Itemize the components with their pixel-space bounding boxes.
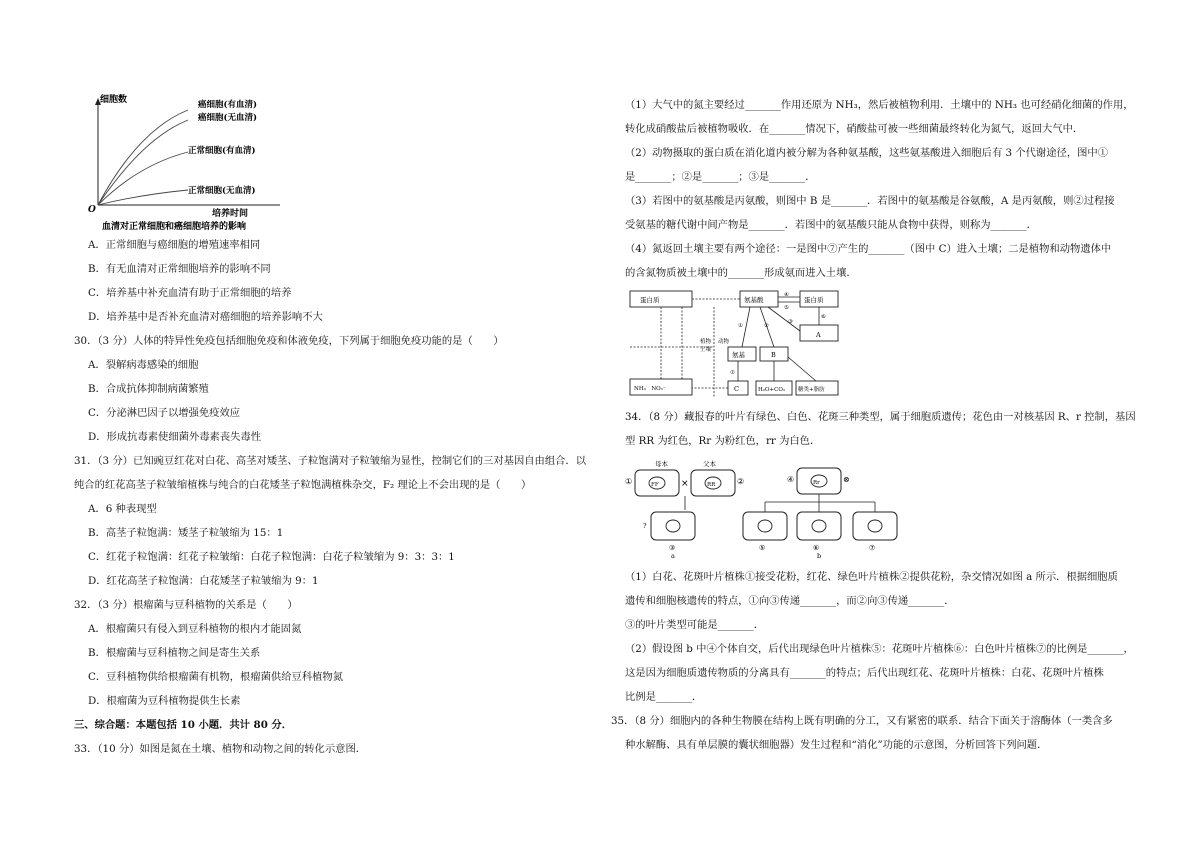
mark-1: ① (738, 323, 743, 329)
q31-stem-1: 31．（3 分）已知豌豆红花对白花、高茎对矮茎、子粒饱满对子粒皱缩为显性，控制它们的三对基因自由组合．以 (74, 455, 587, 467)
curve-label-1: 癌细胞(有血清) (198, 100, 258, 110)
q33-line-4: 是_______；②是_______；③是_______． (625, 171, 816, 183)
q33-line-2: 转化成硝酸盐后被植物吸收．在_______情况下，硝酸盐可被一些细菌最终转化为氮气，返回大气中． (625, 123, 1084, 135)
q33-line-1: （1）大气中的氮主要经过_______作用还原为 NH₃，然后被植物利用．土壤中的 NH₃ 也可经硝化细菌的作用， (625, 99, 1134, 111)
q31-option-c: C．红花子粒饱满：红花子粒皱缩：白花子粒饱满：白花子粒皱缩为 9：3：3：1 (88, 551, 455, 563)
circle-6: ⑥ (813, 544, 820, 552)
q31-option-d: D．红花高茎子粒饱满：白花矮茎子粒皱缩为 9：1 (88, 575, 319, 587)
mark-7: ⑦ (730, 370, 735, 376)
genetics-cross-diagram (625, 458, 915, 558)
label-q: ? (643, 522, 647, 530)
label-a: A (816, 331, 821, 339)
q30-option-d: D．形成抗毒素使细菌外毒素丧失毒性 (88, 431, 262, 443)
label-rr: RR (707, 482, 716, 488)
q33-line-7: （4）氮返回土壤主要有两个途径：一是图中⑦产生的_______（图中 C）进入土壤；二是植物和动物遗体中 (625, 243, 1112, 255)
q34-sub-line-6: 比例是_______． (625, 691, 703, 703)
label-water: H₂O+CO₂ (758, 387, 786, 393)
label-soil: 土壤 (700, 347, 712, 353)
q32-option-c: C．豆科植物供给根瘤菌有机物，根瘤菌供给豆科植物氮 (88, 671, 344, 683)
q32-option-a: A．根瘤菌只有侵入到豆科植物的根内才能固氮 (88, 623, 302, 635)
q30-option-a: A．裂解病毒感染的细胞 (88, 359, 199, 371)
self-sign: ⊗ (843, 475, 850, 484)
q33-line-6: 受氨基的糖代谢中间产物是_______．若图中的氨基酸只能从食物中获得，则称为_______． (625, 219, 1037, 231)
x-axis-label: 培养时间 (212, 209, 249, 219)
circle-7: ⑦ (869, 544, 876, 552)
serum-growth-chart (88, 90, 288, 230)
curve-label-2: 癌细胞(无血清) (198, 113, 258, 123)
q34-sub-line-1: （1）白花、花斑叶片植株①接受花粉，红花、绿色叶片植株②提供花粉，杂交情况如图 a 所示．根据细胞质 (625, 571, 1118, 583)
q29-option-c: C．培养基中补充血清有助于正常细胞的培养 (88, 287, 292, 299)
q34-sub-line-2: 遗传和细胞核遗传的特点，①向③传递_______，而②向③传递_______． (625, 595, 955, 607)
label-ammonia: 氨基 (732, 351, 745, 359)
curve-label-4: 正常细胞(无血清) (188, 186, 256, 196)
nucleus-offspring-a (666, 520, 680, 532)
label-protein-right: 蛋白质 (804, 296, 824, 304)
q34-sub-line-3: ③的叶片类型可能是_______． (625, 619, 765, 631)
label-amino: 氨基酸 (744, 296, 764, 304)
q30-option-b: B．合成抗体抑制病菌繁殖 (88, 383, 209, 395)
q29-option-b: B．有无血清对正常细胞培养的影响不同 (88, 263, 271, 275)
label-protein-left: 蛋白质 (640, 296, 660, 304)
label-a: a (671, 552, 675, 558)
curve-label-3: 正常细胞(有血清) (188, 146, 256, 156)
label-nh: NH₃ NO₃⁻ (634, 386, 666, 392)
q33-line-8: 的含氮物质被土壤中的_______形成氨而进入土壤． (625, 267, 857, 279)
q29-option-a: A．正常细胞与癌细胞的增殖速率相同 (88, 239, 261, 251)
q32-stem: 32．（3 分）根瘤菌与豆科植物的关系是（ ） (74, 599, 298, 611)
curve-cancer-serum (98, 110, 188, 205)
nitrogen-cycle-diagram (628, 287, 843, 402)
q35-line-2: 种水解酶、具有单层膜的囊状细胞器）发生过程和“消化”功能的示意图，分析回答下列问题． (625, 739, 1048, 751)
circle-3: ③ (669, 544, 676, 552)
q33-stem: 33．（10 分）如图是氮在土壤、植物和动物之间的转化示意图． (74, 743, 367, 755)
label-animal: 动物 (718, 339, 730, 345)
label-b: B (771, 351, 776, 359)
q29-option-d: D．培养基中是否补充血清对癌细胞的培养影响不大 (88, 311, 323, 323)
nucleus-b-6 (812, 520, 826, 532)
mark-4: ④ (784, 292, 789, 298)
q32-option-b: B．根瘤菌与豆科植物之间是寄生关系 (88, 647, 261, 659)
mark-6: ⑥ (821, 314, 826, 320)
circle-4: ④ (787, 475, 795, 484)
arrow-amino-ammonia (742, 307, 750, 347)
label-storage: 糖类+脂肪 (798, 387, 825, 393)
q30-stem: 30．（3 分）人体的特异性免疫包括细胞免疫和体液免疫，下列属于细胞免疫功能的是（ ） (74, 335, 504, 347)
q30-option-c: C．分泌淋巴因子以增强免疫效应 (88, 407, 241, 419)
q35-line-1: 35．（8 分）细胞内的各种生物膜在结构上既有明确的分工，又有紧密的联系．结合下面关于溶酶体（一类含多 (611, 715, 1113, 727)
q31-option-a: A．6 种表现型 (88, 503, 157, 515)
label-mother: 母本 (655, 460, 668, 468)
label-rr2: Rr (813, 480, 820, 486)
q31-stem-2: 纯合的红花高茎子粒皱缩植株与纯合的白花矮茎子粒饱满植株杂交，F₂ 理论上不会出现的是（ ） (74, 479, 532, 491)
cross-sign: × (681, 479, 689, 489)
label-c: C (734, 385, 739, 393)
label-ff: FF (651, 482, 659, 488)
q33-line-3: （2）动物摄取的蛋白质在消化道内被分解为各种氨基酸，这些氨基酸进入细胞后有 3 个代谢途径，图中① (625, 147, 1109, 159)
q33-line-5: （3）若图中的氨基酸是丙氨酸，则图中 B 是_______．若图中的氨基酸是谷氨酸，A 是丙氨酸，则②过程接 (625, 195, 1115, 207)
label-plant: 植物 (700, 339, 712, 345)
nucleus-b-7 (868, 520, 882, 532)
circle-1: ① (625, 477, 633, 486)
chart-caption: 血清对正常细胞和癌细胞培养的影响 (102, 222, 247, 230)
mark-5: ⑤ (784, 305, 789, 311)
q34-sub-line-5: 这是因为细胞质遗传物质的分离具有_______的特点；后代出现红花、花斑叶片植株：白花、花斑叶片植株 (625, 667, 1104, 679)
arrow-b-storage (788, 357, 816, 381)
curve-normal-serum (98, 152, 188, 205)
q34-line-2: 型 RR 为红色，Rr 为粉红色，rr 为白色． (625, 435, 821, 447)
section-3-heading: 三、综合题：本题包括 10 小题．共计 80 分． (74, 719, 293, 731)
nucleus-b-5 (758, 520, 772, 532)
q34-line-1: 34．（8 分）藏报春的叶片有绿色、白色、花斑三种类型，属于细胞质遗传；花色由一对核基因 R、r 控制，基因 (625, 411, 1136, 423)
label-b: b (817, 552, 822, 558)
circle-5: ⑤ (759, 544, 766, 552)
y-axis-label: 细胞数 (100, 95, 128, 105)
q32-option-d: D．根瘤菌为豆科植物提供生长素 (88, 695, 241, 707)
mark-3: ③ (788, 319, 793, 325)
label-father: 父本 (703, 460, 716, 468)
q34-sub-line-4: （2）假设图 b 中④个体自交，后代出现绿色叶片植株⑤：花斑叶片植株⑥：白色叶片植株⑦的比例是_______， (625, 643, 1134, 655)
mark-2: ② (764, 323, 769, 329)
origin-label: O (88, 205, 96, 215)
circle-2: ② (737, 477, 745, 486)
q31-option-b: B．高茎子粒饱满：矮茎子粒皱缩为 15：1 (88, 527, 284, 539)
